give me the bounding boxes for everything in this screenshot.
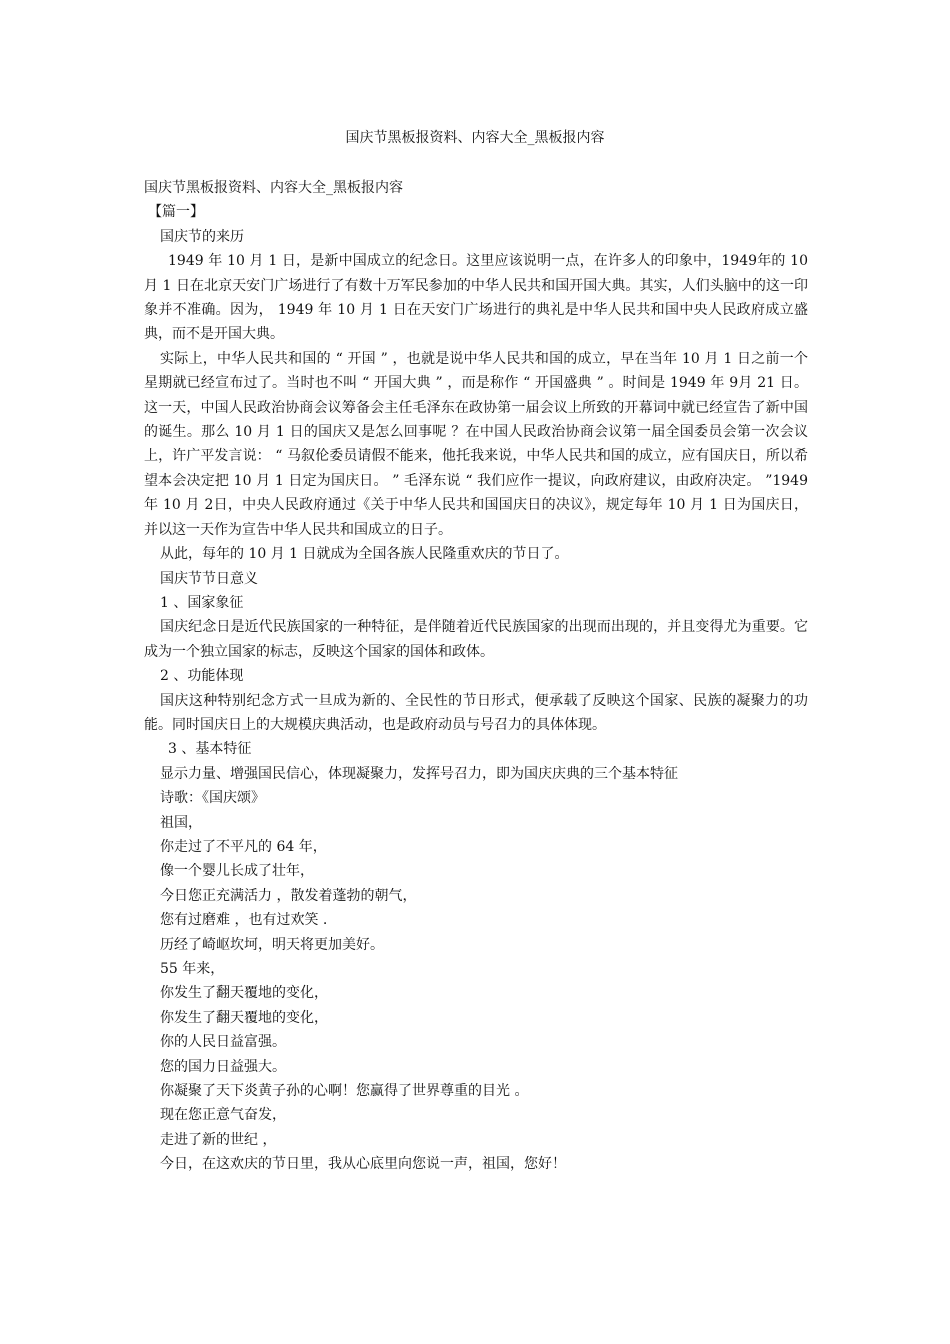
paragraph: 实际上，中华人民共和国的 “ 开国 ” ，也就是说中华人民共和国的成立，早在当年 10 月 1 日之前一个星期就已经宣布过了。当时也不叫 “ 开国大典 ” ，而是称作 “ 开国盛典 ” 。时间是 1949 年 9月 21 日。这一天，中国人民政治协商会议筹备会主任毛泽东在政协第一届会议上所致的开幕词中就已经宣告了新中国的诞生。那么 10 月 1 日的国庆又是怎么回事呢 ？在中国人民政治协商会议第一届全国委员会第一次会议上，许广平发言说： “ 马叙伦委员请假不能来，他托我来说，中华人民共和国的成立，应有国庆日，所以希望本会决定把 10 月 1 日定为国庆日。 ” 毛泽东说 “ 我们应作一提议，向政府建议，由政府决定。 ”1949 年 10 月 2日，中央人民政府通过《关于中华人民共和国国庆日的决议》，规定每年 10 月 1 日为国庆日，并以这一天作为宣告中华人民共和国成立的日子。 [144, 350, 808, 538]
poem-line: 历经了崎岖坎坷，明天将更加美好。 [160, 936, 384, 953]
poem-line: 你发生了翻天覆地的变化， [160, 1009, 328, 1026]
poem-line: 走进了新的世纪 ， [160, 1131, 277, 1148]
poem-line: 您的国力日益强大。 [160, 1058, 286, 1075]
poem-line: 你走过了不平凡的 64 年， [160, 838, 327, 855]
paragraph: 从此，每年的 10 月 1 日就成为全国各族人民隆重欢庆的节日了。 [160, 546, 569, 563]
paragraph: 1949 年 10 月 1 日，是新中国成立的纪念日。这里应该说明一点，在许多人的印象中，1949年的 10 月 1 日在北京天安门广场进行了有数十万军民参加的中华人民共和国开国大典。其实，人们头脑中的这一印象并不准确。因为， 1949 年 10 月 1 日在天安门广场进行的典礼是中华人民共和国中央人民政府成立盛典，而不是开国大典。 [144, 253, 808, 343]
paragraph: 国庆纪念日是近代民族国家的一种特征，是伴随着近代民族国家的出现而出现的，并且变得尤为重要。它成为一个独立国家的标志，反映这个国家的国体和政体。 [144, 619, 808, 660]
section-heading: 国庆节节日意义 [160, 570, 258, 587]
poem-line: 今日，在这欢庆的节日里，我从心底里向您说一声，祖国，您好！ [160, 1156, 566, 1173]
poem-line: 像一个婴儿长成了壮年， [160, 863, 314, 880]
page-title: 国庆节黑板报资料、内容大全_黑板报内容 [345, 130, 605, 146]
body-heading: 国庆节黑板报资料、内容大全_黑板报内容 [144, 180, 403, 196]
poem-line: 祖国， [160, 814, 202, 831]
poem-line: 今日您正充满活力 ，散发着蓬勃的朝气， [160, 887, 417, 904]
subsection-heading: 2 、功能体现 [160, 668, 244, 685]
document-body [144, 176, 808, 1177]
poem-line: 你发生了翻天覆地的变化， [160, 985, 328, 1002]
poem-line: 你的人民日益富强。 [160, 1034, 286, 1051]
poem-line: 你凝聚了天下炎黄子孙的心啊！您赢得了世界尊重的目光 。 [160, 1083, 529, 1100]
section-heading: 国庆节的来历 [160, 228, 244, 245]
subsection-heading: 3 、基本特征 [168, 741, 252, 758]
poem-title: 诗歌：《国庆颂》 [160, 790, 265, 807]
paragraph: 国庆这种特别纪念方式一旦成为新的、全民性的节日形式，便承载了反映这个国家、民族的凝聚力的功能。同时国庆日上的大规模庆典活动，也是政府动员与号召力的具体体现。 [144, 692, 808, 733]
paragraph: 显示力量、增强国民信心，体现凝聚力，发挥号召力，即为国庆庆典的三个基本特征 [160, 765, 678, 782]
section-label: 【篇一】 [148, 204, 204, 221]
subsection-heading: 1 、国家象征 [160, 594, 244, 611]
poem-line: 您有过磨难 ，也有过欢笑 . [160, 912, 328, 929]
poem-line: 现在您正意气奋发， [160, 1107, 286, 1124]
poem-line: 55 年来， [160, 961, 225, 977]
